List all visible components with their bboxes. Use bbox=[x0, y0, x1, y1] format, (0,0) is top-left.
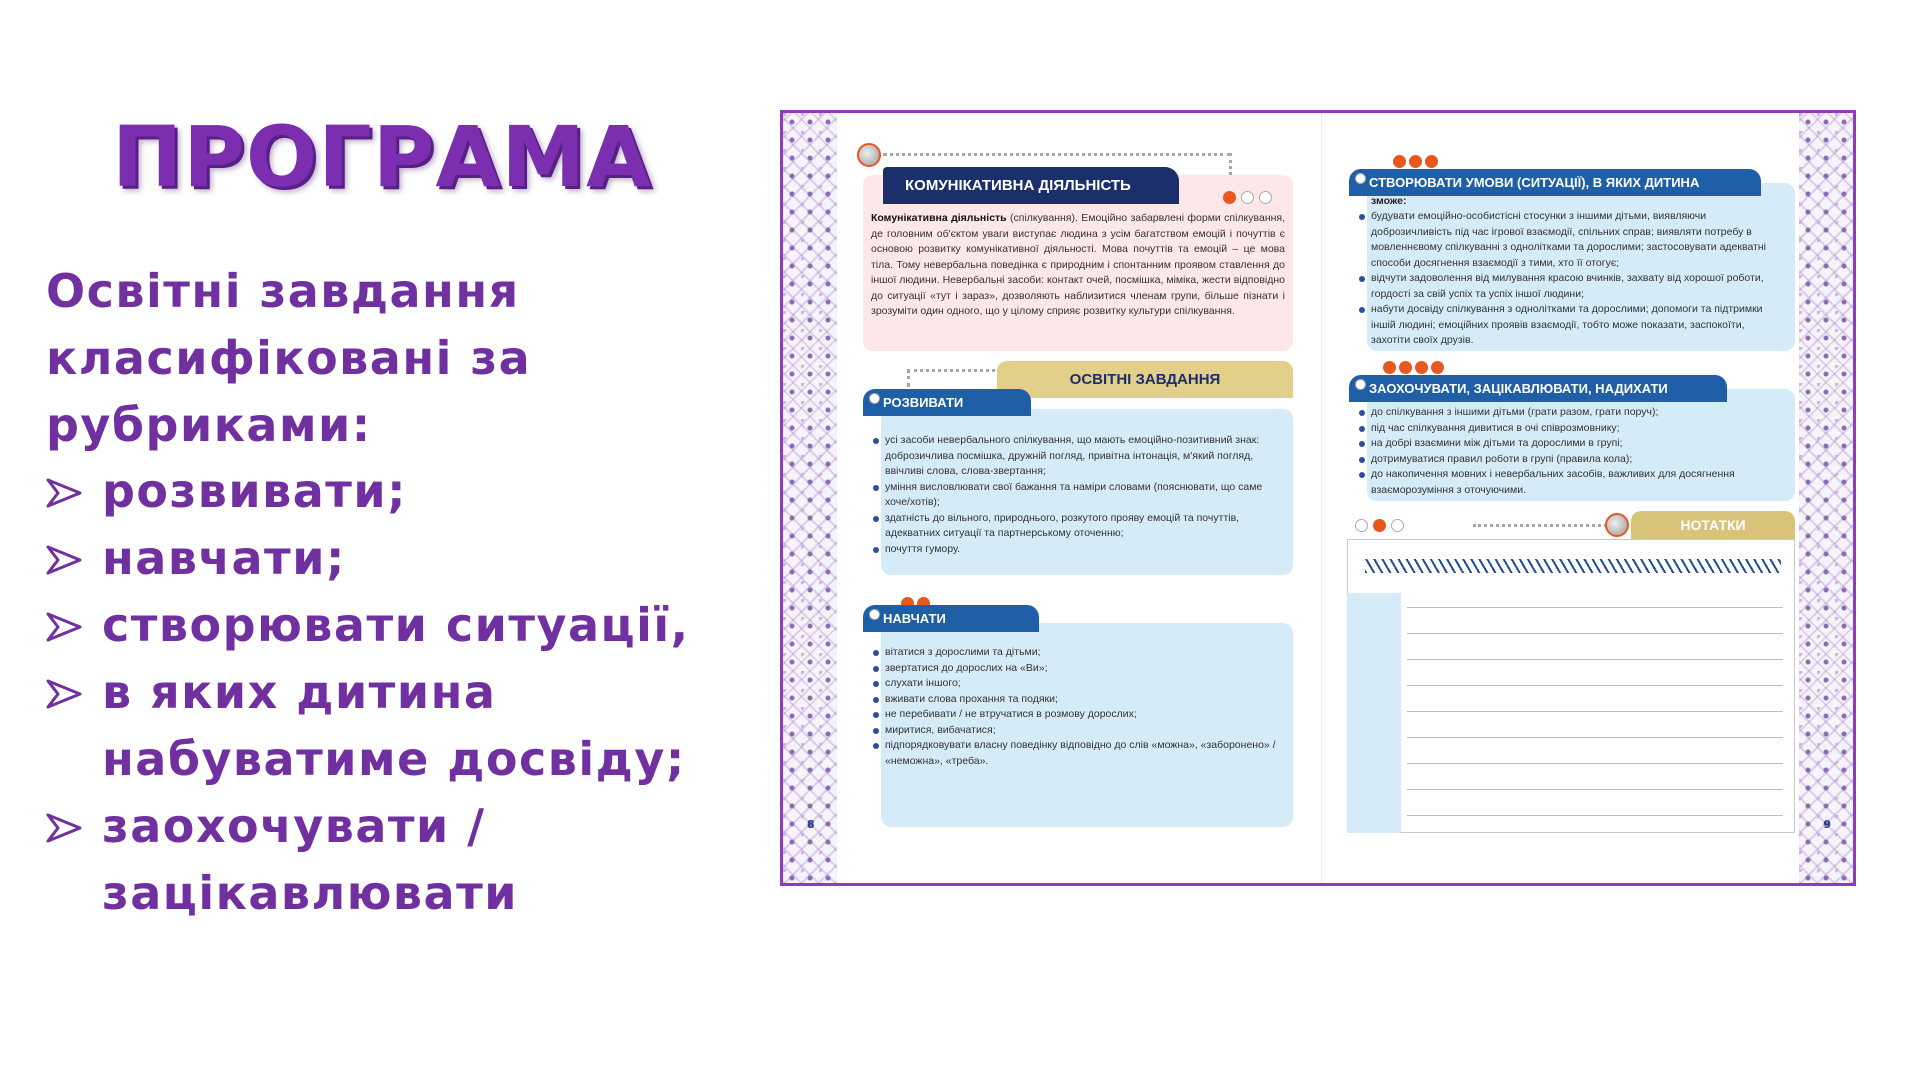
arrow-bullet-icon bbox=[46, 545, 82, 575]
rubric-text: заохочувати / bbox=[102, 799, 486, 853]
page-number-left: 8 bbox=[807, 818, 815, 831]
list-item: до накопичення мовних і невербальних засобів, важливих для досягнення взаєморозуміння з оточуючими. bbox=[1359, 467, 1785, 498]
rubric-text: створювати ситуації, bbox=[102, 598, 690, 652]
book-spine bbox=[1321, 113, 1322, 883]
list-item: не перебивати / не втручатися в розмову дорослих; bbox=[873, 707, 1283, 723]
encourage-list bbox=[1359, 405, 1785, 498]
create-list bbox=[1359, 209, 1785, 349]
indicator-dot bbox=[1393, 155, 1406, 168]
develop-list bbox=[873, 433, 1283, 557]
communicative-term: Комунікативна діяльність bbox=[871, 212, 1007, 224]
dotted-connector bbox=[907, 369, 1007, 372]
ornament-border-right bbox=[1799, 113, 1853, 883]
indicator-dot bbox=[1425, 155, 1438, 168]
communicative-definition: (спілкування). Емоційно забарвлені форми спілкування, де головним об'єктом уваги виступає людина з усім багатством емоцій і почуттів є основою розвитку комунікативної діяльності. Мова почуттів та емоцій – це мова тіла. Тому невербальна поведінка є природним і спонтанним проявом ставлення до іншої людини. Невербальні засоби: контакт очей, посмішка, міміка, жести відповідно до ситуації «тут і зараз», дозволяють наблизитися членам групи, більше пізнати і зрозуміти один одного, що у цілому сприяє розвитку культури спілкування. bbox=[871, 212, 1286, 317]
rubric-text: в яких дитина bbox=[102, 665, 497, 719]
note-line bbox=[1407, 789, 1783, 790]
note-line bbox=[1407, 659, 1783, 660]
rubric-item-teach bbox=[46, 525, 766, 592]
rubric-item-develop bbox=[46, 458, 766, 525]
intro-line: рубриками: bbox=[46, 398, 372, 452]
rubric-text: розвивати; bbox=[102, 464, 408, 518]
list-item: будувати емоційно-особистісні стосунки з іншими дітьми, виявляючи доброзичливість під час ігрової взаємодії, спільних справ; виявляти потребу в мовленнєвому спілкуванні з однолітками та дорослими; застосовувати адекватні способи досягнення взаємодії з тими, хто її отогує; bbox=[1359, 209, 1785, 271]
tasks-header: ОСВІТНІ ЗАВДАННЯ bbox=[997, 361, 1293, 398]
communicative-text bbox=[871, 211, 1285, 320]
list-item: підпорядковувати власну поведінку відповідно до слів «можна», «заборонено» / «неможна», «треба». bbox=[873, 738, 1283, 769]
list-item: під час спілкування дивитися в очі співрозмовнику; bbox=[1359, 421, 1785, 437]
arrow-bullet-icon bbox=[46, 612, 82, 642]
encourage-header: ЗАОХОЧУВАТИ, ЗАЦІКАВЛЮВАТИ, НАДИХАТИ bbox=[1349, 375, 1727, 402]
indicator-dot bbox=[1391, 519, 1404, 532]
page-number-right: 9 bbox=[1823, 818, 1831, 831]
list-item: слухати іншого; bbox=[873, 676, 1283, 692]
list-item: відчути задоволення від милування красою вчинків, захвату від хорошої роботи, гордості за свій успіх та успіх іншої людини; bbox=[1359, 271, 1785, 302]
indicator-dot bbox=[1399, 361, 1412, 374]
ornament-border-left bbox=[783, 113, 837, 883]
indicator-dot bbox=[1383, 361, 1396, 374]
intro-line: Освітні завдання bbox=[46, 264, 520, 318]
dotted-connector bbox=[1473, 524, 1619, 527]
connector-knob bbox=[857, 143, 881, 167]
indicator-dot bbox=[1223, 191, 1236, 204]
indicator-dot bbox=[1355, 173, 1366, 184]
teach-header: НАВЧАТИ bbox=[863, 605, 1039, 632]
rubric-text: навчати; bbox=[102, 531, 346, 585]
rubric-text: зацікавлювати bbox=[102, 866, 518, 920]
list-item: на добрі взаємини між дітьми та дорослими в групі; bbox=[1359, 436, 1785, 452]
notes-margin-strip bbox=[1347, 593, 1401, 833]
list-item: до спілкування з іншими дітьми (грати разом, грати поруч); bbox=[1359, 405, 1785, 421]
note-line bbox=[1407, 685, 1783, 686]
indicator-dot bbox=[1373, 519, 1386, 532]
indicator-dot bbox=[1355, 379, 1366, 390]
arrow-bullet-icon bbox=[46, 478, 82, 508]
note-line bbox=[1407, 763, 1783, 764]
rubric-item-create bbox=[46, 592, 766, 659]
indicator-dot bbox=[1241, 191, 1254, 204]
dotted-connector bbox=[883, 153, 1231, 156]
indicator-dot bbox=[1431, 361, 1444, 374]
indicator-dot bbox=[869, 393, 880, 404]
list-item: почуття гумору. bbox=[873, 542, 1283, 558]
intro-line: класифіковані за bbox=[46, 331, 532, 385]
arrow-bullet-icon bbox=[46, 679, 82, 709]
list-item: дотримуватися правил роботи в групі (правила кола); bbox=[1359, 452, 1785, 468]
slide-title: ПРОГРАМА bbox=[112, 108, 652, 206]
note-line bbox=[1407, 607, 1783, 608]
indicator-dot bbox=[1415, 361, 1428, 374]
book-spread-image bbox=[780, 110, 1856, 886]
rubric-text: набуватиме досвіду; bbox=[102, 732, 686, 786]
connector-knob bbox=[1605, 513, 1629, 537]
rubric-list bbox=[46, 458, 766, 927]
notes-hatch bbox=[1365, 559, 1781, 573]
indicator-dot bbox=[1355, 519, 1368, 532]
rubric-item-experience bbox=[46, 659, 766, 793]
rubric-item-encourage bbox=[46, 793, 766, 927]
indicator-dot bbox=[1409, 155, 1422, 168]
list-item: усі засоби невербального спілкування, що мають емоційно-позитивний знак: доброзичлива посмішка, дружній погляд, привітна інтонація, м'який погляд, ввічливі слова, слова-звертання; bbox=[873, 433, 1283, 480]
create-header: СТВОРЮВАТИ УМОВИ (СИТУАЦІЇ), В ЯКИХ ДИТИНА bbox=[1349, 169, 1761, 196]
develop-header: РОЗВИВАТИ bbox=[863, 389, 1031, 416]
list-item: набути досвіду спілкування з однолітками та дорослими; допомоги та підтримки іншій людині; емоційних проявів взаємодії, тобто може показати, заспокоїти, захотіти своїх друзів. bbox=[1359, 302, 1785, 349]
communicative-header: КОМУНІКАТИВНА ДІЯЛЬНІСТЬ bbox=[883, 167, 1179, 204]
list-item: здатність до вільного, природнього, розкутого прояву емоцій та почуттів, адекватних ситуації та партнерському оточенню; bbox=[873, 511, 1283, 542]
indicator-dot bbox=[1259, 191, 1272, 204]
note-line bbox=[1407, 711, 1783, 712]
teach-list bbox=[873, 645, 1283, 769]
create-subhead: зможе: bbox=[1371, 195, 1407, 207]
note-line bbox=[1407, 633, 1783, 634]
note-line bbox=[1407, 815, 1783, 816]
list-item: уміння висловлювати свої бажання та наміри словами (пояснювати, що саме хоче/хотів); bbox=[873, 480, 1283, 511]
notes-header: НОТАТКИ bbox=[1631, 511, 1795, 539]
list-item: вживати слова прохання та подяки; bbox=[873, 692, 1283, 708]
list-item: вітатися з дорослими та дітьми; bbox=[873, 645, 1283, 661]
list-item: звертатися до дорослих на «Ви»; bbox=[873, 661, 1283, 677]
note-line bbox=[1407, 737, 1783, 738]
arrow-bullet-icon bbox=[46, 813, 82, 843]
indicator-dot bbox=[869, 609, 880, 620]
list-item: миритися, вибачатися; bbox=[873, 723, 1283, 739]
intro-text bbox=[46, 258, 606, 459]
